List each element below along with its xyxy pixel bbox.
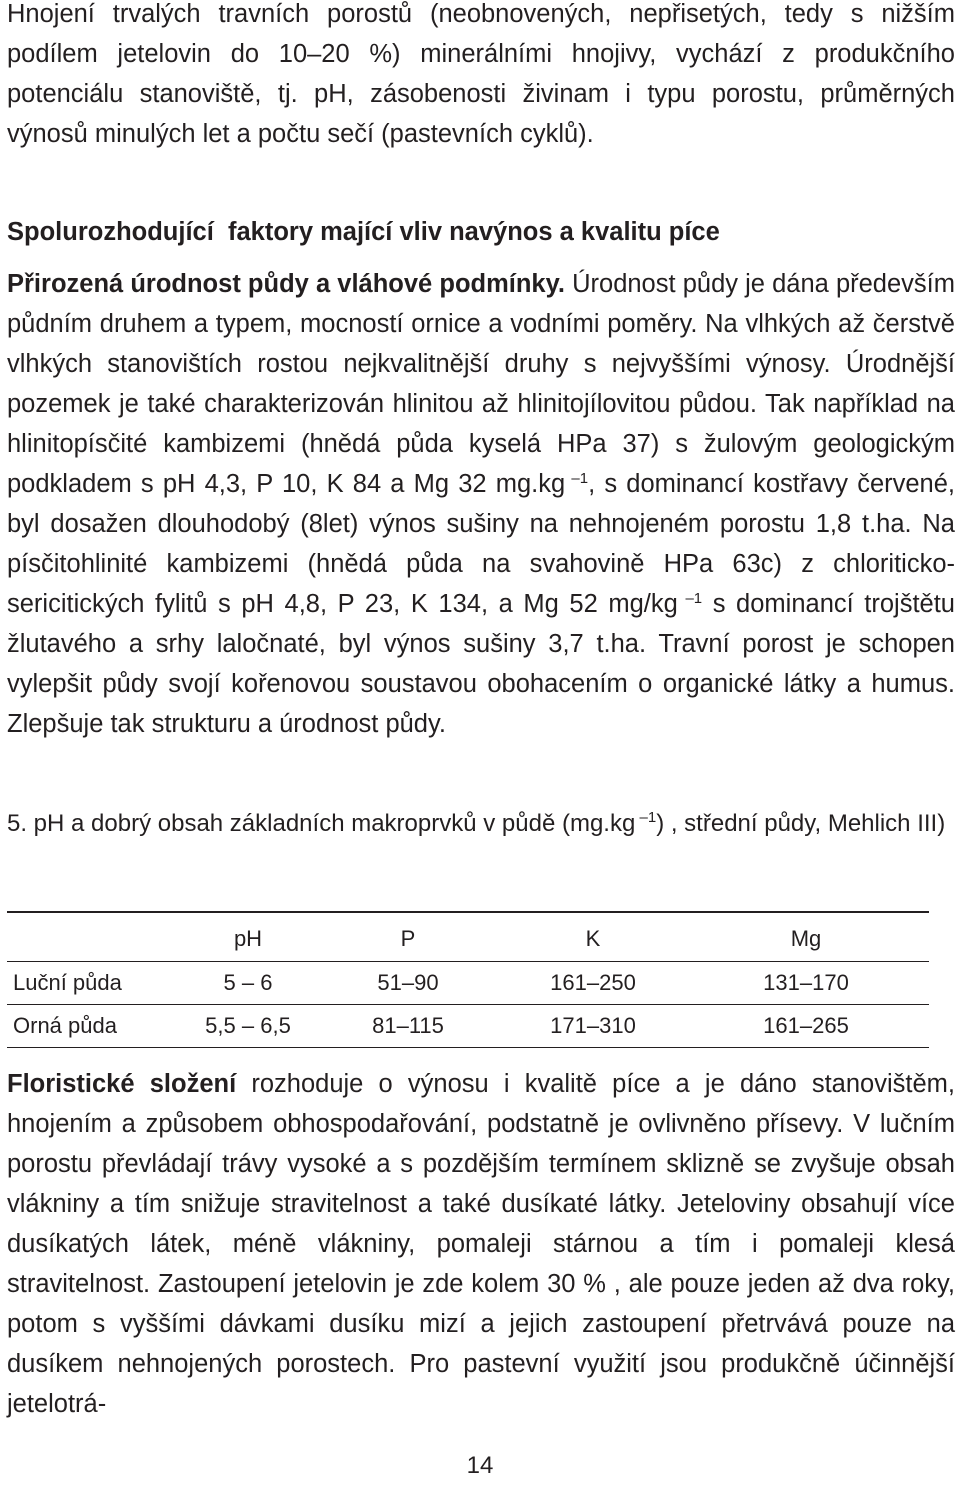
table-cell: 171–310	[550, 1013, 636, 1038]
table-cell: 5 – 6	[223, 970, 273, 995]
unit-exponent-2: –1	[677, 590, 703, 607]
table-cell: 5,5 – 6,5	[205, 1013, 291, 1038]
table-header-cell: P	[400, 926, 416, 951]
table-cell: 161–250	[550, 970, 636, 995]
table-cell: 131–170	[763, 970, 849, 995]
table-cell: 51–90	[377, 970, 439, 995]
soil-fertility-text-1: Úrodnost půdy je dána především půdním druhem a typem, mocností ornice a vodními poměry. Na vlhkých až čerstvě vlhkých stanovištích rostou nejkvalitnější druhy s nejvyššími výnosy. Úrodnější pozemek je také charakterizován hlinitou až hlinitojílovitou půdou. Tak například na hlinitopísčité kambizemi (hnědá půda kyselá HPa 37) s žulovým geologickým podkladem s pH 4,3, P 10, K 84 a Mg 32 mg.kg	[7, 270, 955, 498]
table-caption-exponent: –1	[635, 809, 657, 826]
floristic-text: rozhoduje o výnosu i kvalitě píce a je dáno stanovištěm, hnojením a způsobem obhospodařování, podstatně je ovlivněno přísevy. V lučním porostu převládají trávy vysoké a s pozdějším termínem sklizně se zvyšuje obsah vlákniny a tím snižuje stravitelnost a také dusíkaté látky. Jeteloviny obsahují více dusíkatých látek, méně vlákniny, pomaleji stárnou a tím i pomaleji klesá stravitelnost. Zastoupení jetelovin je zde kolem 30 % , ale pouze jeden až dva roky, potom s vyššími dávkami dusíku mizí a jejich zastoupení přetrvává pouze na dusíkem nehnojených porostech. Pro pastevní využití jsou produkčně účinnější jetelotrá-	[7, 1070, 955, 1418]
unit-exponent-1: –1	[565, 470, 589, 487]
table-cell: Orná půda	[13, 1013, 117, 1038]
table-header-cell: K	[585, 926, 601, 951]
table-caption-text: 5. pH a dobrý obsah základních makroprvků v půdě (mg.kg	[7, 810, 636, 837]
table-header-cell	[7, 912, 183, 962]
soil-fertility-text-3: s dominancí trojštětu žlutavého a srhy laločnaté, byl výnos sušiny 3,7 t.ha. Travní porost je schopen vylepšit půdy svojí kořenovou soustavou obohacením o organické látky a humus. Zlepšuje tak strukturu a úrodnost půdy.	[7, 590, 955, 738]
soil-fertility-paragraph	[7, 264, 955, 744]
table-caption-text-end: ) , střední půdy, Mehlich III)	[656, 810, 946, 837]
table-row	[7, 1005, 929, 1048]
table-cell: Luční půda	[13, 970, 122, 995]
soil-fertility-text-2: , s dominancí kostřavy červené, byl dosažen dlouhodobý (8let) výnos sušiny na nehnojeném porostu 1,8 t.ha. Na písčitohlinité kambizemi (hnědá půda na svahovině HPa 63c) z chloriticko-sericitických fylitů s pH 4,8, P 23, K 134, a Mg 52 mg/kg	[7, 470, 955, 618]
soil-fertility-subheading: Přirozená úrodnost půdy a vláhové podmínky.	[7, 270, 565, 298]
table-header-row	[7, 912, 929, 962]
floristic-paragraph	[7, 1064, 955, 1424]
table-row	[7, 962, 929, 1005]
floristic-lead: Floristické složení	[7, 1070, 237, 1098]
intro-paragraph	[7, 0, 955, 154]
intro-text: Hnojení trvalých travních porostů (neobnovených, nepřisetých, tedy s nižším podílem jetelovin do 10–20 %) minerálními hnojivy, vychází z produkčního potenciálu stanoviště, tj. pH, zásobenosti živinam i typu porostu, průměrných výnosů minulých let a počtu sečí (pastevních cyklů).	[7, 0, 955, 148]
table-cell: 81–115	[372, 1013, 444, 1038]
section-heading: Spolurozhodující faktory mající vliv navýnos a kvalitu píce	[7, 218, 720, 246]
table-header-cell: Mg	[790, 926, 822, 951]
table-header-cell: pH	[233, 926, 263, 951]
nutrient-table	[7, 911, 929, 1048]
table-caption	[7, 804, 955, 844]
page-number: 14	[466, 1452, 494, 1479]
table-cell: 161–265	[763, 1013, 849, 1038]
